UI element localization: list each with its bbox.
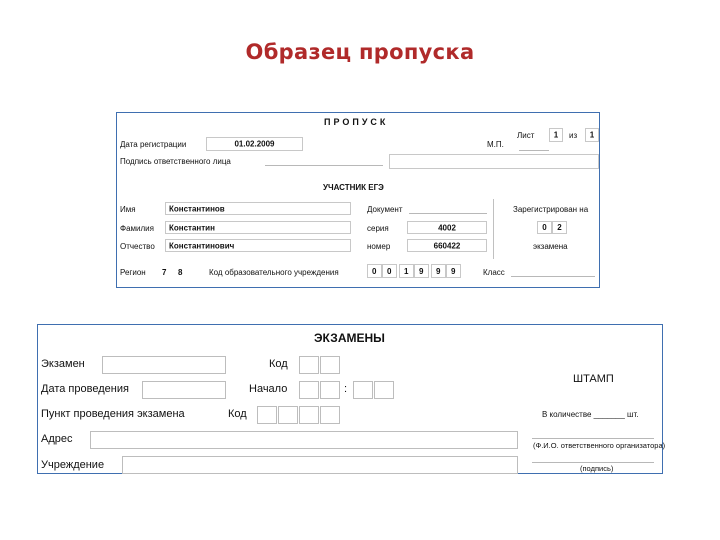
point-label: Пункт проведения экзамена xyxy=(41,408,185,420)
mp-line xyxy=(519,150,549,151)
signature-label: Подпись ответственного лица xyxy=(120,157,231,166)
institution-field[interactable] xyxy=(122,456,518,474)
point-code-cell-2[interactable] xyxy=(278,406,298,424)
number-label: номер xyxy=(367,242,391,251)
signature-caption: (подпись) xyxy=(580,464,614,473)
start-hour-cell-1[interactable] xyxy=(299,381,319,399)
reg-date-label: Дата регистрации xyxy=(120,140,187,149)
school-digit-3[interactable]: 1 xyxy=(399,264,414,278)
address-label: Адрес xyxy=(41,433,73,445)
time-colon: : xyxy=(344,383,348,395)
class-line xyxy=(511,276,595,277)
registered-digit-1[interactable]: 0 xyxy=(537,221,552,234)
point-code-cell-3[interactable] xyxy=(299,406,319,424)
exam-field[interactable] xyxy=(102,356,226,374)
class-label: Класс xyxy=(483,268,505,277)
name-field[interactable]: Константинов xyxy=(165,202,351,215)
region-label: Регион xyxy=(120,268,146,277)
point-code-label: Код xyxy=(228,408,247,420)
exams-form xyxy=(37,324,666,474)
point-code-cell-1[interactable] xyxy=(257,406,277,424)
region-digit-2: 8 xyxy=(178,268,183,277)
school-digit-6[interactable]: 9 xyxy=(446,264,461,278)
registered-label: Зарегистрирован на xyxy=(513,205,589,214)
signature-line xyxy=(532,462,654,463)
region-digit-1: 7 xyxy=(162,268,167,277)
of-label: из xyxy=(569,131,578,140)
code-cell-2[interactable] xyxy=(320,356,340,374)
code-label: Код xyxy=(269,358,288,370)
start-min-cell-2[interactable] xyxy=(374,381,394,399)
school-code-label: Код образовательного учреждения xyxy=(209,268,339,277)
document-label: Документ xyxy=(367,205,403,214)
start-min-cell-1[interactable] xyxy=(353,381,373,399)
patronymic-label: Отчество xyxy=(120,242,155,251)
responsible-line xyxy=(532,438,654,439)
patronymic-field[interactable]: Константинович xyxy=(165,239,351,252)
signature-line xyxy=(265,165,383,166)
series-label: серия xyxy=(367,224,389,233)
series-field[interactable]: 4002 xyxy=(407,221,487,234)
pass-form xyxy=(116,112,600,288)
code-cell-1[interactable] xyxy=(299,356,319,374)
surname-label: Фамилия xyxy=(120,224,154,233)
mp-label: М.П. xyxy=(487,140,504,149)
of-num-field[interactable]: 1 xyxy=(585,128,599,142)
exams-header: ЭКЗАМЕНЫ xyxy=(314,331,385,345)
page-title: Образец пропуска xyxy=(245,40,475,64)
section-divider xyxy=(493,199,494,259)
document-line xyxy=(409,213,487,214)
list-num-field[interactable]: 1 xyxy=(549,128,563,142)
quantity-label: В количестве _______ шт. xyxy=(542,410,639,419)
start-label: Начало xyxy=(249,383,288,395)
signature-field[interactable] xyxy=(389,154,599,169)
date-label: Дата проведения xyxy=(41,383,129,395)
name-label: Имя xyxy=(120,205,136,214)
registered-digit-2[interactable]: 2 xyxy=(552,221,567,234)
institution-label: Учреждение xyxy=(41,459,105,471)
stamp-label: ШТАМП xyxy=(573,373,614,385)
school-digit-2[interactable]: 0 xyxy=(382,264,397,278)
exam-label: Экзамен xyxy=(41,358,85,370)
reg-date-field[interactable]: 01.02.2009 xyxy=(206,137,303,151)
exams-label: экзамена xyxy=(533,242,568,251)
start-hour-cell-2[interactable] xyxy=(320,381,340,399)
address-field[interactable] xyxy=(90,431,518,449)
participant-header: УЧАСТНИК ЕГЭ xyxy=(323,183,384,192)
point-code-cell-4[interactable] xyxy=(320,406,340,424)
responsible-label: (Ф.И.О. ответственного организатора) xyxy=(533,441,666,450)
school-digit-5[interactable]: 9 xyxy=(431,264,446,278)
number-field[interactable]: 660422 xyxy=(407,239,487,252)
school-digit-4[interactable]: 9 xyxy=(414,264,429,278)
surname-field[interactable]: Константин xyxy=(165,221,351,234)
pass-header: ПРОПУСК xyxy=(324,117,389,127)
date-field[interactable] xyxy=(142,381,226,399)
school-digit-1[interactable]: 0 xyxy=(367,264,382,278)
list-label: Лист xyxy=(517,131,535,140)
